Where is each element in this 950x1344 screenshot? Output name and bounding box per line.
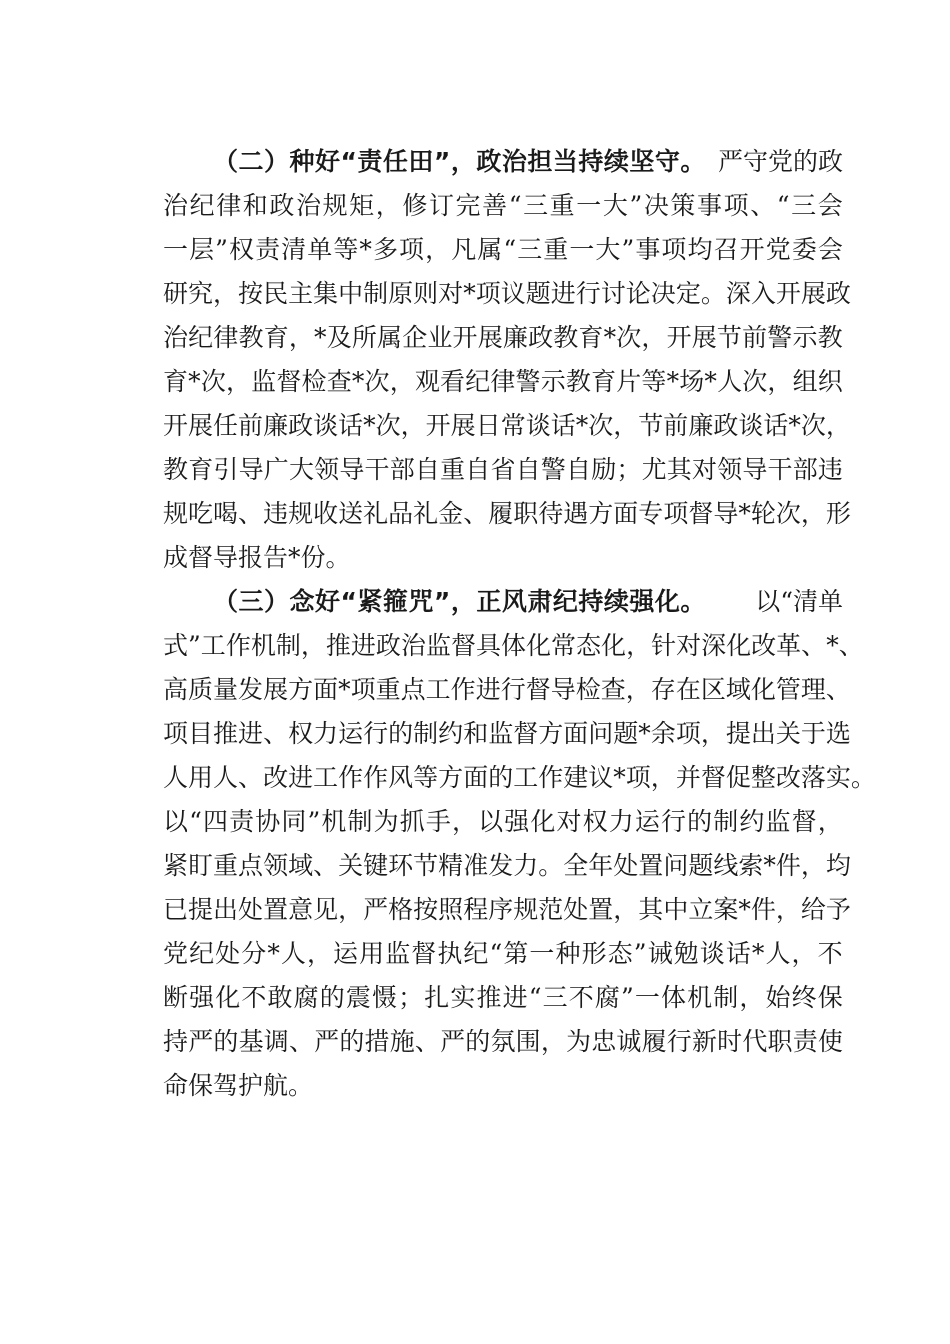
paragraph-3-line: 断 强 化 不 敢 腐 的 震 慑 ； 扎 实 推 进 “ 三 不 腐 ” 一 体 机 制 ， 始 终 保 (163, 983, 843, 1012)
paragraph-3-line: 持 严 的 基 调 、 严 的 措 施 、 严 的 氛 围 ， 为 忠 诚 履 行 新 时 代 职 责 使 (163, 1027, 843, 1056)
paragraph-2-line-1 (163, 140, 843, 184)
paragraph-2-line: 治 纪 律 和 政 治 规 矩 ， 修 订 完 善 “ 三 重 一 大 ” 决 策 事 项 、 “ 三 会 (163, 191, 843, 220)
paragraph-2-line: 研 究 ， 按 民 主 集 中 制 原 则 对 * 项 议 题 进 行 讨 论 决 定 。 深 入 开 展 政 (163, 279, 851, 308)
paragraph-3-last-line: 命保驾护航。 (163, 1071, 314, 1100)
paragraph-2-last-line: 成督导报告*份。 (163, 543, 351, 572)
paragraph-3-line: 高 质 量 发 展 方 面 * 项 重 点 工 作 进 行 督 导 检 查 ， 存 在 区 域 化 管 理 、 (163, 675, 851, 704)
paragraph-3-line (163, 1064, 843, 1108)
paragraph-3-heading: （三）念好“紧箍咒”，正风肃纪持续强化。 (213, 587, 706, 616)
paragraph-3-text: 以“清单 (755, 587, 843, 616)
paragraph-2-line: 开 展 任 前 廉 政 谈 话 * 次 ， 开 展 日 常 谈 话 * 次 ， 节 前 廉 政 谈 话 * 次 ， (163, 411, 851, 440)
paragraph-2-line: 教 育 引 导 广 大 领 导 干 部 自 重 自 省 自 警 自 励 ； 尤 其 对 领 导 干 部 违 (163, 455, 843, 484)
paragraph-3-line: 以 “ 四 责 协 同 ” 机 制 为 抓 手 ， 以 强 化 对 权 力 运 行 的 制 约 监 督 ， (163, 807, 843, 836)
paragraph-3-line: 党 纪 处 分 * 人 ， 运 用 监 督 执 纪 “ 第 一 种 形 态 ” 诫 勉 谈 话 * 人 ， 不 (163, 939, 843, 968)
paragraph-2-line: 育 * 次 ， 监 督 检 查 * 次 ， 观 看 纪 律 警 示 教 育 片 等 * 场 * 人 次 ， 组 织 (163, 367, 843, 396)
document-body (163, 140, 876, 1108)
paragraph-3-line: 式 ” 工 作 机 制 ， 推 进 政 治 监 督 具 体 化 常 态 化 ， 针 对 深 化 改 革 、 * 、 (163, 631, 864, 660)
paragraph-2-line: 治 纪 律 教 育 ， * 及 所 属 企 业 开 展 廉 政 教 育 * 次 ， 开 展 节 前 警 示 教 (163, 323, 843, 352)
paragraph-2-line: 规 吃 喝 、 违 规 收 送 礼 品 礼 金 、 履 职 待 遇 方 面 专 项 督 导 * 轮 次 ， 形 (163, 499, 851, 528)
paragraph-3-line: 人 用 人 、 改 进 工 作 作 风 等 方 面 的 工 作 建 议 * 项 ， 并 督 促 整 改 落 实 。 (163, 763, 876, 792)
paragraph-3-line: 项 目 推 进 、 权 力 运 行 的 制 约 和 监 督 方 面 问 题 * 余 项 ， 提 出 关 于 选 (163, 719, 851, 748)
paragraph-3-line: 紧 盯 重 点 领 域 、 关 键 环 节 精 准 发 力 。 全 年 处 置 问 题 线 索 * 件 ， 均 (163, 851, 851, 880)
paragraph-3-line: 已 提 出 处 置 意 见 ， 严 格 按 照 程 序 规 范 处 置 ， 其 中 立 案 * 件 ， 给 予 (163, 895, 851, 924)
paragraph-3-line-1 (163, 580, 843, 624)
paragraph-2-line: 一 层 ” 权 责 清 单 等 * 多 项 ， 凡 属 “ 三 重 一 大 ” 事 项 均 召 开 党 委 会 (163, 235, 843, 264)
paragraph-2-text: 严守党的政 (717, 147, 843, 176)
paragraph-2-heading: （二）种好“责任田”，政治担当持续坚守。 (213, 147, 706, 176)
paragraph-2-line (163, 536, 843, 580)
